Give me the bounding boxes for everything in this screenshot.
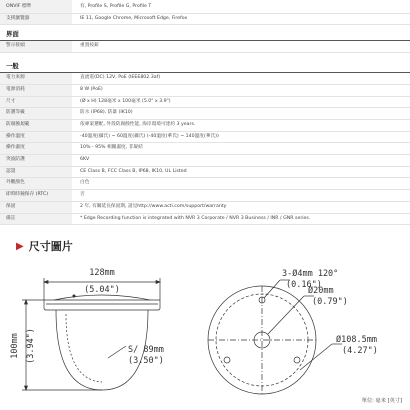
spec-row-alarm (0, 41, 410, 53)
spec-row-consumption (0, 85, 410, 97)
spec-label: 即時時鐘保存 (RTC) (0, 190, 72, 201)
spec-value: 重置按鈕 (80, 43, 99, 49)
spec-value: 否 (80, 192, 85, 198)
base-mm-label: Ø108.5mm (336, 335, 377, 345)
section-title-general: 一般 (0, 57, 410, 73)
spec-value: * Edge Recording function is integrated with NVR 3 Corporate / NVR 3 Business / INR / GNR series. (80, 215, 311, 221)
spec-label: ONVIF 標準 (0, 0, 72, 13)
spec-label: 警示接頭 (0, 41, 72, 52)
spec-row-temperature (0, 132, 410, 144)
spec-row-humidity (0, 143, 410, 155)
screw-in-label: (0.16") (286, 280, 322, 290)
spec-row-color (0, 178, 410, 190)
dome-mm-label: S/ 89mm (128, 345, 164, 355)
spec-row-power (0, 73, 410, 85)
spec-value: 防水 (IP68), 防暴 (IK10) (80, 110, 133, 116)
dimension-drawing (0, 262, 410, 397)
spec-value: 有, Profile S, Profile G, Profile T (80, 4, 152, 9)
spec-value: 直流電(DC) 12V, PoE (IEEE802.3af) (80, 75, 161, 81)
width-mm-label: 128mm (89, 268, 115, 278)
spec-label: 備註 (0, 214, 72, 225)
dimensions-title: 尺寸圖片 (28, 240, 73, 253)
dome-leader (108, 346, 126, 358)
spec-value: 依專案選配, 外殼防腐蝕性能, 海岸環境可達約 3 years. (80, 121, 196, 127)
spec-row-dimension (0, 97, 410, 109)
spec-row-browser (0, 14, 410, 26)
hole-leader (268, 296, 304, 334)
spec-row-surge (0, 155, 410, 167)
arrow-icon (44, 281, 48, 284)
spec-value: IE 11, Google Chrome, Microsoft Edge, Firefox (80, 15, 188, 21)
section-title-interface: 界面 (0, 25, 410, 41)
spec-label: 電源消耗 (0, 85, 72, 96)
base-inner-dashed (216, 294, 308, 386)
spec-row-warranty (0, 202, 410, 214)
spec-value: (Ø x H) 128毫米 x 100毫米 (5.0" x 3.9") (80, 98, 171, 104)
spec-value: 10% - 95% 相關濕度, 非凝結 (80, 145, 143, 151)
hole-mm-label: Ø20mm (308, 286, 334, 296)
base-in-label: (4.27") (342, 346, 378, 356)
height-in-label: (3.94") (26, 328, 36, 364)
spec-value: CE Class B, FCC Class B, IP68, IK10, UL Listed (80, 168, 187, 174)
spec-row-certification (0, 167, 410, 179)
arrow-icon (156, 281, 160, 284)
spec-value: 8 W (PoE) (80, 86, 103, 92)
spec-value: 2 年, 有關延長保固期, 請見http://www.acti.com/support/warranty (80, 203, 227, 209)
spec-row-corrosion (0, 120, 410, 132)
screw-hole (294, 357, 300, 363)
spec-label: 操作溫度 (0, 132, 72, 143)
spec-row-protection (0, 108, 410, 120)
width-in-label: (5.04") (84, 285, 120, 295)
spec-value: -40溫度(攝氏) ~ 60溫度(攝氏) (-40溫度(華氏) ~ 140溫度(華氏)) (80, 133, 219, 139)
triangle-marker-icon: ▶ (16, 240, 24, 252)
dome-inner (66, 314, 102, 382)
spec-label: 電力來源 (0, 73, 72, 84)
spec-row-onvif (0, 0, 410, 14)
spec-label: 防腐蝕規範 (0, 120, 72, 131)
height-mm-label: 100mm (10, 333, 20, 359)
spec-row-notes (0, 214, 410, 226)
screw-label: 3-Ø4mm 120° (282, 269, 339, 279)
spec-label: 認證 (0, 167, 72, 178)
spec-label: 保固 (0, 202, 72, 213)
spec-value: 6KV (80, 157, 90, 163)
spec-label: 支援瀏覽器 (0, 14, 72, 25)
spec-value: 白色 (80, 180, 90, 186)
spec-label: 尺寸 (0, 97, 72, 108)
unit-note: 單位: 毫米 [英寸] (361, 398, 402, 404)
spec-label: 操作濕度 (0, 143, 72, 154)
spec-label: 外觀顏色 (0, 178, 72, 189)
base-top-curve (54, 295, 150, 300)
dome-in-label: (3.50") (128, 356, 164, 366)
spec-label: 突波防護 (0, 155, 72, 166)
arrow-icon (25, 386, 28, 390)
camera-base (44, 300, 160, 310)
screw-hole (224, 357, 230, 363)
spec-row-rtc (0, 190, 410, 202)
hole-in-label: (0.79") (312, 297, 348, 307)
spec-label: 防護等級 (0, 108, 72, 119)
arrow-icon (25, 300, 28, 304)
dimensions-heading (16, 238, 73, 254)
